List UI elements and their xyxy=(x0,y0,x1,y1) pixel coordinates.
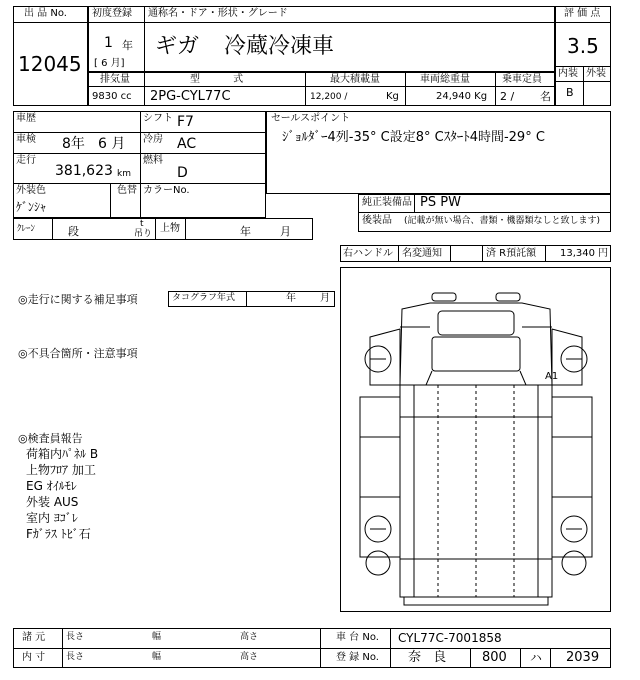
top-month: 月 xyxy=(280,225,291,238)
registration-kana: ハ xyxy=(530,651,543,665)
inspector-line: 外装 AUS xyxy=(26,495,79,509)
spec-length-label: 長さ xyxy=(66,632,85,642)
mileage: 381,623 xyxy=(55,163,113,179)
first-reg-year-unit: 年 xyxy=(122,39,133,52)
inspector-line: 荷箱内ﾊﾟﾈﾙ B xyxy=(26,447,99,461)
interior-grade: B xyxy=(566,86,574,99)
inspection-year: 8年 xyxy=(62,136,85,152)
inspector-line: EG ｵｲﾙﾓﾚ xyxy=(26,479,77,493)
tacho-year: 年 xyxy=(286,293,296,304)
model-label: 型 式 xyxy=(190,74,244,85)
inspector-heading: ◎検査員報告 xyxy=(18,432,83,445)
chassis-number: CYL77C-7001858 xyxy=(398,631,502,645)
name-change-notice: 名変通知 xyxy=(402,248,442,259)
registration-class: 800 xyxy=(482,650,507,665)
lot-number: 12045 xyxy=(18,52,82,76)
inspector-report-list xyxy=(26,446,98,542)
capacity-label: 乗車定員 xyxy=(502,74,542,85)
first-reg-year-num: 1 xyxy=(104,35,113,51)
capacity: 2 / xyxy=(500,90,515,103)
exterior-color-label: 外装色 xyxy=(16,185,46,196)
color-no-label: 色替 xyxy=(117,185,137,196)
crane-stage: 段 xyxy=(68,225,79,238)
tacho-month: 月 xyxy=(320,293,330,304)
tacho-label: タコグラフ年式 xyxy=(172,293,236,303)
equipment-label: 純正装備品 xyxy=(362,197,412,208)
inspection-month: 6 月 xyxy=(98,136,126,152)
inspector-line: 上物ﾌﾛｱ 加工 xyxy=(26,463,96,477)
mileage-unit: km xyxy=(117,169,131,179)
retrofit-label: 後装品 xyxy=(362,215,392,226)
first-reg-label: 初度登録 xyxy=(92,8,132,19)
fuel: D xyxy=(177,165,188,181)
lot-label: 出 品 No. xyxy=(24,8,67,19)
right-hand-drive: 右ハンドル xyxy=(343,248,393,259)
equipment: PS PW xyxy=(420,195,461,210)
running-notes-heading: ◎走行に関する補足事項 xyxy=(18,293,138,306)
retrofit-note: (記載が無い場合、書類・機器類なしと致します) xyxy=(404,216,601,226)
score-value: 3.5 xyxy=(567,34,599,58)
sales-points-label: セールスポイント xyxy=(271,113,351,124)
cooling: AC xyxy=(177,136,197,152)
dim-width-label: 幅 xyxy=(152,652,162,662)
specs-row-label: 諸 元 xyxy=(22,632,46,643)
displacement: 9830 cc xyxy=(92,91,132,102)
inspection-label: 車検 xyxy=(16,134,36,145)
sales-points: ｼﾞｮﾙﾀﾞｰ4列-35° C設定8° Cｽﾀｰﾄ4時間-29° C xyxy=(282,130,545,145)
capacity-unit: 名 xyxy=(540,90,551,103)
crane-label: ｸﾚｰﾝ xyxy=(17,224,36,234)
top-year: 年 xyxy=(240,225,251,238)
inspector-line: 室内 ﾖｺﾞﾚ xyxy=(26,511,78,525)
truck-diagram xyxy=(340,267,611,612)
vehicle-name: ギガ 冷蔵冷凍車 xyxy=(155,34,334,59)
shift: F7 xyxy=(177,114,194,130)
refund-unit: 円 xyxy=(598,248,608,259)
history-label: 車歴 xyxy=(16,113,36,124)
gross-weight-label: 車両総重量 xyxy=(420,74,470,85)
chassis-label: 車 台 No. xyxy=(336,632,379,643)
max-load-label: 最大積載量 xyxy=(330,74,380,85)
refund-amount: 13,340 xyxy=(560,248,595,259)
dims-row-label: 内 寸 xyxy=(22,652,46,663)
interior-grade-label: 内装 xyxy=(558,68,578,79)
gross-weight: 24,940 Kg xyxy=(436,91,488,102)
exterior-grade-label: 外装 xyxy=(586,68,606,79)
damage-mark: A1 xyxy=(545,371,559,382)
defects-heading: ◎不具合箇所・注意事項 xyxy=(18,347,138,360)
displacement-label: 排気量 xyxy=(100,74,130,85)
fuel-label: 燃料 xyxy=(143,155,163,166)
dim-length-label: 長さ xyxy=(66,652,85,662)
inspector-line: Fｶﾞﾗｽ ﾄﾋﾞ石 xyxy=(26,527,91,541)
spec-height-label: 高さ xyxy=(240,632,259,642)
registration-area: 奈 良 xyxy=(408,650,447,665)
spec-width-label: 幅 xyxy=(152,632,162,642)
exterior-color: ｹﾞﾝｼｬ xyxy=(16,200,47,214)
model: 2PG-CYL77C xyxy=(150,89,231,104)
top-label: 上物 xyxy=(160,223,180,234)
vehicle-desc-label: 通称名・ドア・形状・グレード xyxy=(148,8,288,19)
score-label: 評 価 点 xyxy=(564,8,601,19)
dim-height-label: 高さ xyxy=(240,652,259,662)
mileage-label: 走行 xyxy=(16,155,36,166)
max-load-unit: Kg xyxy=(386,91,399,102)
crane-ton: t xyxy=(140,219,144,229)
max-load: 12,200 / xyxy=(310,92,348,102)
shift-label: シフト xyxy=(143,113,173,124)
registration-number: 2039 xyxy=(566,650,600,665)
crane-lift: 吊り xyxy=(134,229,153,239)
refund-label: 済 R預託額 xyxy=(486,248,537,259)
registration-label: 登 録 No. xyxy=(336,652,379,663)
first-reg-month: [ 6 月] xyxy=(94,58,125,69)
color-code-label: カラーNo. xyxy=(143,185,190,196)
cooling-label: 冷房 xyxy=(143,134,163,145)
